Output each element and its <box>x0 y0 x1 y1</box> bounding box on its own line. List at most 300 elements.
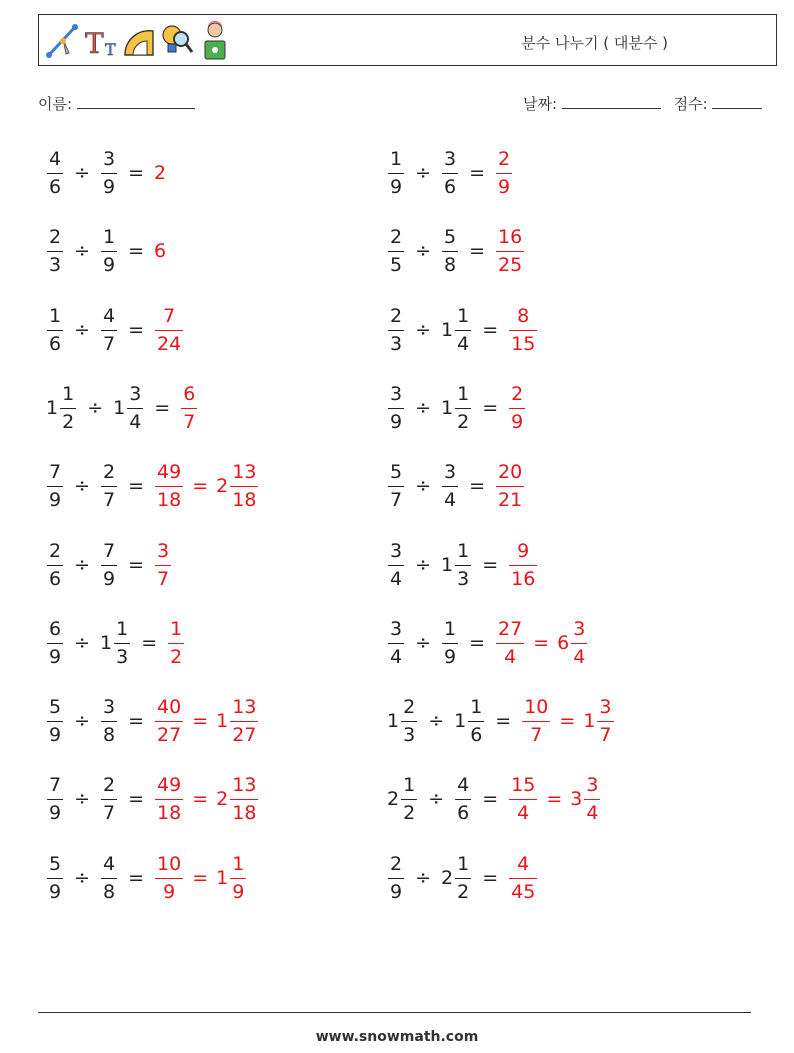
fraction <box>47 148 63 198</box>
answer-value <box>493 148 515 198</box>
fraction-bar <box>455 878 471 879</box>
numerator: 2 <box>390 852 403 875</box>
denominator: 2 <box>403 802 416 825</box>
fraction-bar <box>168 643 184 644</box>
worksheet-title: 분수 나누기 ( 대분수 ) <box>521 34 668 52</box>
fraction <box>47 540 63 590</box>
answer-mixed-number <box>214 461 261 511</box>
fraction <box>47 774 63 824</box>
problem-item <box>44 377 200 439</box>
fraction-bar <box>455 330 471 331</box>
problem-item <box>44 220 165 282</box>
numerator: 1 <box>62 382 75 405</box>
whole-number: 2 <box>387 788 400 811</box>
divisor <box>98 618 133 668</box>
denominator: 3 <box>116 645 129 668</box>
divisor <box>98 774 120 824</box>
dividend <box>44 305 66 355</box>
answer-value <box>152 305 186 355</box>
problem-item <box>385 377 528 439</box>
fraction <box>101 774 117 824</box>
numerator: 2 <box>390 304 403 327</box>
divisor <box>439 853 474 903</box>
divide-sign: ÷ <box>87 396 104 419</box>
dividend <box>44 383 79 433</box>
fraction <box>155 853 183 903</box>
fraction-bar <box>388 251 404 252</box>
fraction-bar <box>455 565 471 566</box>
denominator: 8 <box>103 724 116 747</box>
divisor <box>439 461 461 511</box>
fraction-bar <box>101 799 117 800</box>
equals-sign: = <box>128 240 145 263</box>
equals-sign: = <box>495 710 512 733</box>
denominator: 2 <box>62 410 75 433</box>
answer-equals-sign: = <box>559 710 576 733</box>
answer-value <box>493 226 527 276</box>
fraction <box>522 696 550 746</box>
numerator: 7 <box>49 461 62 484</box>
fraction-bar <box>388 643 404 644</box>
numerator: 3 <box>390 539 403 562</box>
fraction-bar <box>155 486 183 487</box>
numerator: 3 <box>573 617 586 640</box>
fraction <box>442 226 458 276</box>
denominator: 24 <box>157 332 182 355</box>
denominator: 9 <box>390 176 403 198</box>
equals-sign: = <box>128 162 145 184</box>
answer-value <box>152 461 186 511</box>
compass-drawing-icon <box>45 19 81 63</box>
denominator: 27 <box>157 724 182 747</box>
problem-item <box>44 768 261 830</box>
numerator: 49 <box>157 461 182 484</box>
fraction-bar <box>509 878 537 879</box>
answer <box>519 696 616 746</box>
header-icons <box>45 19 233 63</box>
divide-sign: ÷ <box>415 631 432 654</box>
fraction-bar <box>181 408 197 409</box>
answer-equals-sign: = <box>192 788 209 811</box>
answer <box>506 305 540 355</box>
answer <box>152 305 186 355</box>
answer-value <box>506 305 540 355</box>
denominator: 4 <box>390 645 403 668</box>
numerator: 4 <box>49 148 62 170</box>
denominator: 4 <box>586 802 599 825</box>
fraction <box>155 540 171 590</box>
denominator: 9 <box>511 410 524 433</box>
numerator: 3 <box>586 774 599 797</box>
numerator: 10 <box>524 696 549 719</box>
divisor <box>452 774 474 824</box>
fraction-bar <box>496 173 512 174</box>
answer-value <box>506 383 528 433</box>
numerator: 4 <box>103 852 116 875</box>
dividend <box>385 853 407 903</box>
fraction-bar <box>101 486 117 487</box>
fraction-bar <box>509 799 537 800</box>
denominator: 3 <box>457 567 470 590</box>
equals-sign: = <box>482 318 499 341</box>
fraction-bar <box>230 486 258 487</box>
divide-sign: ÷ <box>74 318 91 341</box>
numerator: 1 <box>457 539 470 562</box>
equals-sign: = <box>482 396 499 419</box>
problem-item <box>44 847 249 909</box>
numerator: 1 <box>49 304 62 327</box>
fraction-bar <box>584 799 600 800</box>
dividend <box>44 696 66 746</box>
problem-item <box>385 142 515 204</box>
fraction <box>114 618 130 668</box>
divide-sign: ÷ <box>74 866 91 889</box>
svg-text:T: T <box>85 27 104 60</box>
fraction-bar <box>47 486 63 487</box>
numerator: 3 <box>599 696 612 719</box>
fraction <box>47 853 63 903</box>
fraction <box>442 148 458 198</box>
fraction-bar <box>101 565 117 566</box>
fraction <box>388 461 404 511</box>
fraction-bar <box>155 330 183 331</box>
equals-sign: = <box>128 475 145 498</box>
divisor <box>439 148 461 198</box>
dividend <box>385 774 420 824</box>
fraction-bar <box>101 330 117 331</box>
fraction-bar <box>388 486 404 487</box>
divide-sign: ÷ <box>74 710 91 733</box>
denominator: 9 <box>390 880 403 903</box>
dividend <box>44 853 66 903</box>
fraction <box>455 305 471 355</box>
numerator: 3 <box>390 617 403 640</box>
equals-sign: = <box>128 866 145 889</box>
fraction <box>230 696 258 746</box>
fraction <box>509 305 537 355</box>
denominator: 4 <box>129 410 142 433</box>
denominator: 25 <box>498 254 523 277</box>
dividend <box>385 461 407 511</box>
numerator: 13 <box>232 696 257 719</box>
denominator: 9 <box>49 880 62 903</box>
problem-item <box>44 612 187 674</box>
numerator: 1 <box>390 148 403 170</box>
denominator: 9 <box>444 645 457 668</box>
lightbulb-magnifier-icon <box>159 19 195 63</box>
denominator: 8 <box>103 880 116 903</box>
numerator: 5 <box>49 852 62 875</box>
denominator: 5 <box>390 254 403 277</box>
fraction <box>388 226 404 276</box>
denominator: 7 <box>103 332 116 355</box>
fraction <box>47 618 63 668</box>
fraction <box>388 305 404 355</box>
answer-value <box>152 774 186 824</box>
numerator: 3 <box>157 539 170 562</box>
fraction-bar <box>47 565 63 566</box>
fraction <box>509 774 537 824</box>
fraction-bar <box>101 721 117 722</box>
fraction-bar <box>455 799 471 800</box>
fraction <box>127 383 143 433</box>
score-blank[interactable] <box>712 94 762 109</box>
answer-mixed-number <box>568 774 603 824</box>
answer <box>493 148 515 198</box>
fraction-bar <box>388 173 404 174</box>
numerator: 1 <box>232 852 245 875</box>
denominator: 9 <box>49 724 62 747</box>
denominator: 16 <box>511 567 536 590</box>
dividend <box>44 461 66 511</box>
whole-number: 1 <box>100 631 113 654</box>
dividend <box>385 148 407 198</box>
fraction <box>47 226 63 276</box>
whole-number: 1 <box>441 318 454 341</box>
whole-number: 2 <box>441 866 454 889</box>
answer <box>165 618 187 668</box>
fraction-bar <box>597 721 613 722</box>
denominator: 9 <box>103 567 116 590</box>
denominator: 9 <box>49 489 62 512</box>
equals-sign: = <box>128 788 145 811</box>
whole-number: 1 <box>216 710 229 733</box>
fraction <box>509 383 525 433</box>
numerator: 5 <box>444 226 457 249</box>
fraction <box>496 618 524 668</box>
numerator: 1 <box>103 226 116 249</box>
fraction <box>101 461 117 511</box>
fraction-bar <box>101 878 117 879</box>
whole-number: 1 <box>441 553 454 576</box>
dividend <box>385 696 420 746</box>
fraction <box>496 461 524 511</box>
fraction-bar <box>101 251 117 252</box>
answer <box>506 383 528 433</box>
problem-item <box>385 534 540 596</box>
fraction-bar <box>571 643 587 644</box>
denominator: 18 <box>232 802 257 825</box>
denominator: 2 <box>457 410 470 433</box>
date-blank[interactable] <box>562 94 661 109</box>
answer-value <box>506 540 540 590</box>
answer-mixed-number <box>555 618 590 668</box>
numerator: 13 <box>232 461 257 484</box>
fraction <box>101 696 117 746</box>
numerator: 8 <box>517 304 530 327</box>
problem-item <box>44 534 174 596</box>
numerator: 10 <box>157 852 182 875</box>
fraction-bar <box>230 799 258 800</box>
answer-value <box>165 618 187 668</box>
answer-value <box>506 853 540 903</box>
numerator: 1 <box>403 774 416 797</box>
name-field <box>38 93 195 114</box>
equals-sign: = <box>128 553 145 576</box>
answer <box>152 540 174 590</box>
answer <box>493 461 527 511</box>
equals-sign: = <box>469 240 486 263</box>
problem-item <box>385 220 527 282</box>
fraction-bar <box>442 173 458 174</box>
answer <box>152 696 261 746</box>
dividend <box>385 618 407 668</box>
denominator: 9 <box>103 176 116 198</box>
fraction-bar <box>127 408 143 409</box>
fraction <box>584 774 600 824</box>
dividend <box>44 148 66 198</box>
fraction-bar <box>509 330 537 331</box>
divide-sign: ÷ <box>74 553 91 576</box>
problem-item <box>385 847 540 909</box>
denominator: 45 <box>511 880 536 903</box>
dividend <box>385 383 407 433</box>
numerator: 2 <box>390 226 403 249</box>
fraction <box>101 226 117 276</box>
numerator: 40 <box>157 696 182 719</box>
fraction-bar <box>509 565 537 566</box>
equals-sign: = <box>154 396 171 419</box>
fraction <box>47 461 63 511</box>
answer <box>506 540 540 590</box>
fraction-bar <box>155 721 183 722</box>
divisor <box>98 853 120 903</box>
answer-value <box>152 696 186 746</box>
divisor <box>439 226 461 276</box>
fraction <box>388 148 404 198</box>
answer-value <box>152 540 174 590</box>
problem-item <box>385 299 540 361</box>
problem-item <box>44 142 165 204</box>
numerator: 2 <box>103 774 116 797</box>
fraction-bar <box>468 721 484 722</box>
divide-sign: ÷ <box>415 553 432 576</box>
denominator: 7 <box>390 489 403 512</box>
fraction-bar <box>47 878 63 879</box>
denominator: 6 <box>444 176 457 198</box>
fraction <box>442 461 458 511</box>
svg-text:T: T <box>105 40 116 59</box>
divide-sign: ÷ <box>74 162 91 184</box>
numerator: 49 <box>157 774 182 797</box>
denominator: 7 <box>103 489 116 512</box>
answer-equals-sign: = <box>546 788 563 811</box>
numerator: 2 <box>103 461 116 484</box>
denominator: 7 <box>157 567 170 590</box>
fraction-bar <box>47 330 63 331</box>
equals-sign: = <box>141 631 158 654</box>
answer-mixed-number <box>214 853 249 903</box>
answer-equals-sign: = <box>192 866 209 889</box>
divisor <box>452 696 487 746</box>
fraction <box>181 383 197 433</box>
numerator: 1 <box>444 617 457 640</box>
equals-sign: = <box>469 162 486 184</box>
divisor <box>439 383 474 433</box>
denominator: 2 <box>170 645 183 668</box>
date-score-fields <box>523 93 762 114</box>
fraction <box>388 540 404 590</box>
answer-value <box>178 383 200 433</box>
answer-value <box>152 853 186 903</box>
whole-number: 1 <box>46 396 59 419</box>
score-label: 점수: <box>673 95 708 113</box>
fraction <box>101 540 117 590</box>
fraction-bar <box>442 486 458 487</box>
denominator: 9 <box>49 645 62 668</box>
divisor <box>98 226 120 276</box>
numerator: 7 <box>103 539 116 562</box>
answer <box>152 461 261 511</box>
name-blank[interactable] <box>77 94 195 109</box>
fraction-bar <box>230 721 258 722</box>
numerator: 1 <box>170 617 183 640</box>
fraction-bar <box>509 408 525 409</box>
date-label: 날짜: <box>523 95 558 113</box>
text-size-icon <box>83 19 119 63</box>
denominator: 9 <box>103 254 116 277</box>
divisor <box>439 618 461 668</box>
whole-number: 1 <box>216 866 229 889</box>
denominator: 9 <box>232 880 245 903</box>
equals-sign: = <box>482 866 499 889</box>
answer-equals-sign: = <box>192 475 209 498</box>
fraction <box>388 618 404 668</box>
fraction <box>597 696 613 746</box>
answer <box>152 774 261 824</box>
divisor <box>98 148 120 198</box>
whole-number: 1 <box>387 710 400 733</box>
answer-value <box>152 162 165 184</box>
denominator: 15 <box>511 332 536 355</box>
fraction <box>468 696 484 746</box>
numerator: 1 <box>457 382 470 405</box>
answer-value <box>519 696 553 746</box>
answer-value <box>152 240 165 262</box>
fraction-bar <box>155 878 183 879</box>
answer-value <box>506 774 540 824</box>
whole-number: 1 <box>454 710 467 733</box>
fraction-bar <box>388 565 404 566</box>
numerator: 3 <box>103 148 116 170</box>
equals-sign: = <box>469 475 486 498</box>
equals-sign: = <box>469 631 486 654</box>
fraction-bar <box>101 173 117 174</box>
fraction-bar <box>155 565 171 566</box>
denominator: 9 <box>163 880 176 903</box>
denominator: 4 <box>444 489 457 512</box>
problem-item <box>385 455 527 517</box>
fraction <box>155 305 183 355</box>
denominator: 6 <box>49 176 62 198</box>
answer <box>493 618 590 668</box>
divisor <box>439 305 474 355</box>
denominator: 7 <box>103 802 116 825</box>
divisor <box>111 383 146 433</box>
answer-mixed-number <box>214 774 261 824</box>
numerator: 5 <box>49 696 62 719</box>
answer-mixed-number <box>214 696 261 746</box>
fraction-bar <box>442 643 458 644</box>
numerator: 3 <box>444 461 457 484</box>
denominator: 6 <box>49 567 62 590</box>
divisor <box>98 461 120 511</box>
denominator: 18 <box>157 802 182 825</box>
fraction-bar <box>47 173 63 174</box>
fraction <box>455 853 471 903</box>
fraction <box>168 618 184 668</box>
whole-number: 6 <box>557 631 570 654</box>
